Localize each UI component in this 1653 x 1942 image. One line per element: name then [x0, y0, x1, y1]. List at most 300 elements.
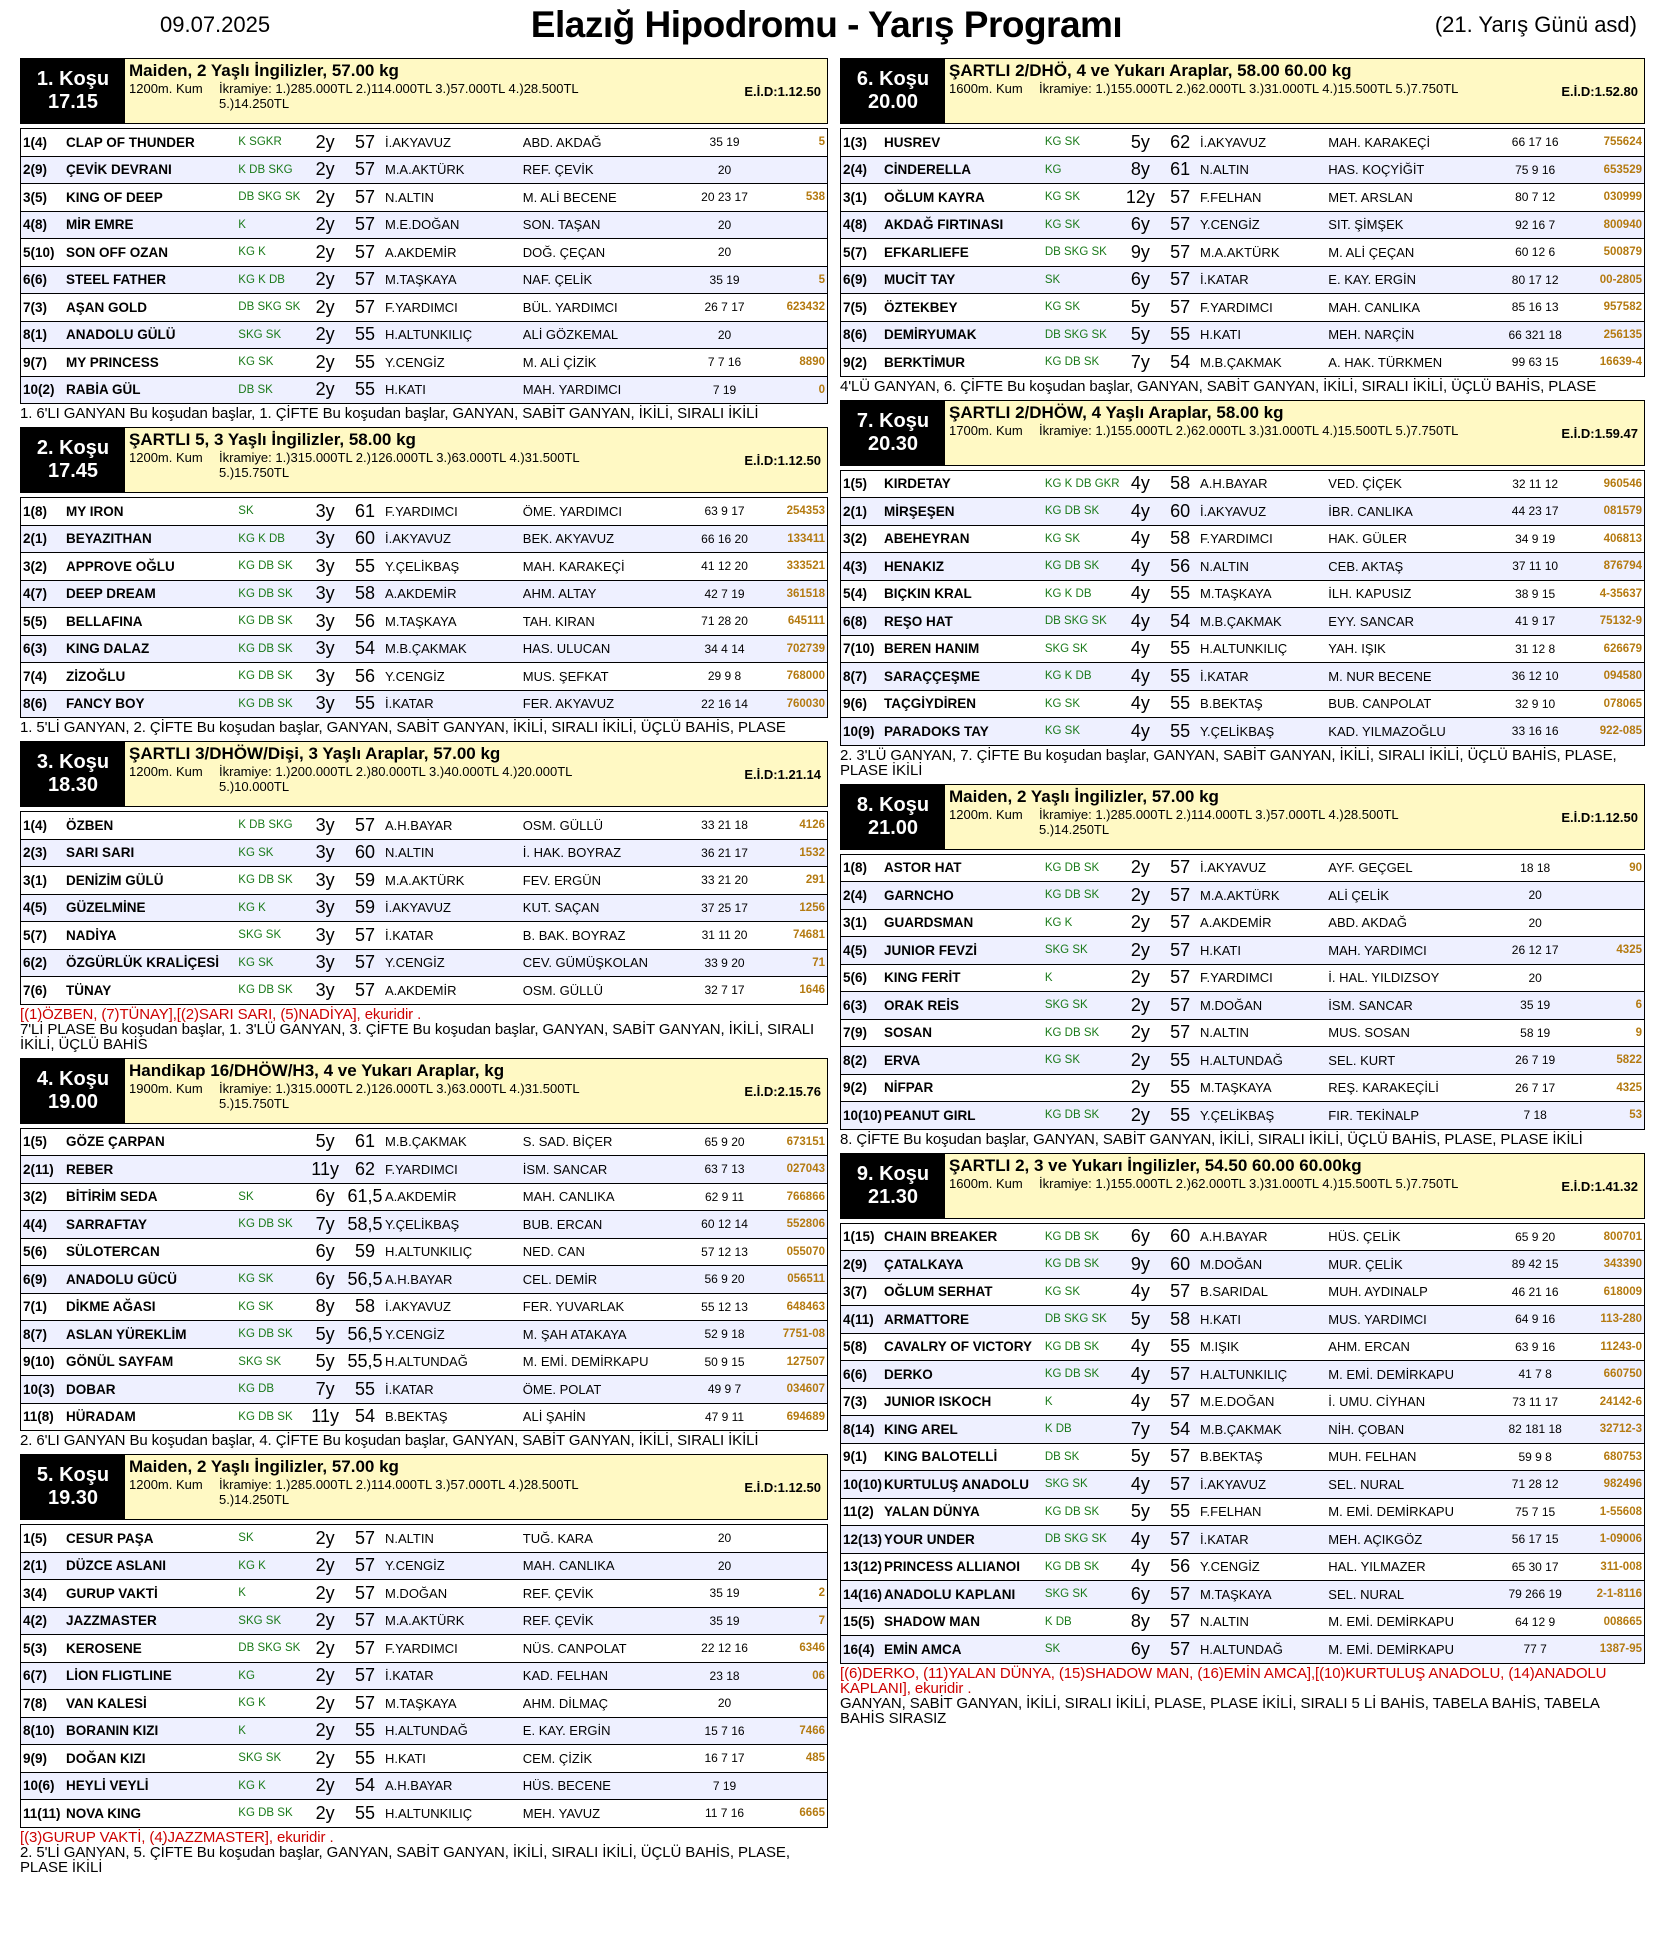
table-row[interactable] — [841, 1553, 1645, 1581]
table-row[interactable] — [841, 1333, 1645, 1361]
horse-equipment: KG DB SK — [1044, 560, 1100, 573]
horse-name: HUSREV — [884, 134, 941, 150]
horse-weight: 57 — [355, 1555, 376, 1576]
horse-age: 4y — [1130, 1473, 1150, 1494]
jockey: İ.AKYAVUZ — [384, 1299, 451, 1315]
table-row[interactable] — [21, 839, 828, 867]
table-row[interactable] — [21, 1800, 828, 1828]
horse-equipment: KG DB SK — [238, 1218, 293, 1231]
horse-equipment: KG SK — [1044, 301, 1080, 314]
horse-weight: 57 — [355, 159, 376, 180]
handicap-code: 74681 — [793, 929, 825, 942]
table-row[interactable] — [21, 922, 828, 950]
table-row[interactable] — [21, 1376, 828, 1404]
trainer: REF. ÇEVİK — [522, 1613, 594, 1629]
horse-age: 2y — [1130, 939, 1150, 960]
race-time: 18.30 — [47, 774, 99, 796]
race-notes — [20, 1828, 828, 1879]
table-row[interactable] — [21, 1321, 828, 1349]
horse-age: 2y — [1130, 857, 1150, 878]
horse-name: SHADOW MAN — [884, 1614, 981, 1630]
form: 26 7 19 — [1515, 1053, 1556, 1068]
jockey: M.TAŞKAYA — [384, 613, 457, 629]
horse-no: 10(10) — [843, 1107, 883, 1123]
table-row[interactable] — [841, 321, 1645, 349]
race-distance: 1600m. Kum — [949, 81, 1023, 96]
horse-name: ASLAN YÜREKLİM — [66, 1326, 187, 1342]
table-row[interactable] — [841, 909, 1645, 937]
table-row[interactable] — [21, 867, 828, 895]
race-number: 1. Koşu — [36, 68, 110, 90]
race-notes — [20, 1431, 828, 1452]
table-row[interactable] — [841, 1074, 1645, 1102]
horse-equipment: KG — [238, 1669, 255, 1682]
form: 42 7 19 — [704, 586, 745, 601]
race-number: 2. Koşu — [36, 437, 110, 459]
table-row[interactable] — [21, 1662, 828, 1690]
race-header — [840, 1153, 1645, 1219]
horse-age: 3y — [315, 610, 335, 631]
form: 46 21 16 — [1511, 1284, 1559, 1299]
table-row[interactable] — [21, 321, 828, 349]
table-row[interactable] — [841, 1608, 1645, 1636]
horse-equipment: KG K DB — [238, 273, 285, 286]
table-row[interactable] — [21, 1745, 828, 1773]
table-row[interactable] — [21, 1635, 828, 1663]
table-row[interactable] — [21, 1156, 828, 1184]
horse-no: 1(15) — [843, 1229, 875, 1245]
table-row[interactable] — [841, 1471, 1645, 1499]
horse-no: 3(1) — [843, 915, 868, 931]
handicap-code: 133411 — [787, 532, 825, 545]
form: 22 16 14 — [701, 696, 748, 711]
form: 20 — [717, 245, 732, 260]
table-row[interactable] — [841, 1251, 1645, 1279]
table-row[interactable] — [21, 129, 828, 157]
horse-no: 2(1) — [23, 531, 48, 547]
horse-name: AKDAĞ FIRTINASI — [884, 217, 1004, 233]
table-row[interactable] — [21, 1183, 828, 1211]
horse-equipment: SK — [1044, 1643, 1061, 1656]
horse-equipment: KG DB SK — [1044, 861, 1100, 874]
table-row[interactable] — [841, 635, 1645, 663]
horse-no: 8(7) — [843, 668, 868, 684]
horse-weight: 55,5 — [347, 1351, 383, 1372]
table-row[interactable] — [21, 184, 828, 212]
table-row[interactable] — [21, 608, 828, 636]
form: 35 19 — [709, 1586, 740, 1601]
jockey: M.B.ÇAKMAK — [1200, 354, 1282, 370]
horse-name: LİON FLIGTLINE — [66, 1668, 172, 1684]
horse-no: 8(7) — [23, 1326, 48, 1342]
jockey: B.BEKTAŞ — [1200, 1449, 1263, 1465]
horse-age: 3y — [315, 665, 335, 686]
race-title: ŞARTLI 2/DHÖW, 4 Yaşlı Araplar, 58.00 kg — [949, 402, 1284, 422]
horse-equipment: KG SK — [1044, 1054, 1080, 1067]
horse-age: 2y — [315, 324, 335, 345]
race-info — [945, 785, 1644, 849]
horse-no: 5(7) — [843, 244, 868, 260]
table-row[interactable] — [21, 498, 828, 526]
handicap-code: 680753 — [1603, 1450, 1642, 1463]
table-row[interactable] — [841, 156, 1645, 184]
table-row[interactable] — [841, 580, 1645, 608]
race-header — [840, 784, 1645, 850]
horse-age: 2y — [1130, 1104, 1150, 1125]
table-row[interactable] — [21, 1128, 828, 1156]
table-row[interactable] — [841, 1102, 1645, 1130]
form: 20 — [1528, 888, 1542, 903]
horse-weight: 57 — [1170, 1446, 1191, 1467]
form: 57 12 13 — [701, 1244, 748, 1259]
horse-name: JUNIOR FEVZİ — [884, 942, 978, 958]
horse-weight: 57 — [355, 1610, 376, 1631]
table-row[interactable] — [841, 992, 1645, 1020]
horse-equipment: KG K — [238, 901, 266, 914]
trainer: İBR. CANLIKA — [1328, 503, 1413, 519]
form: 41 9 17 — [1515, 614, 1556, 629]
horse-no: 2(3) — [23, 845, 48, 861]
table-row[interactable] — [21, 635, 828, 663]
table-row[interactable] — [21, 1525, 828, 1553]
horse-age: 12y — [1125, 186, 1155, 207]
jockey: H.ALTUNDAĞ — [384, 1723, 468, 1739]
trainer: KAD. FELHAN — [522, 1668, 609, 1684]
form: 15 7 16 — [704, 1723, 745, 1738]
table-row[interactable] — [841, 294, 1645, 322]
horse-equipment: KG DB SK — [238, 1807, 293, 1820]
table-row[interactable] — [21, 1607, 828, 1635]
table-row[interactable] — [841, 266, 1645, 294]
horse-no: 6(7) — [23, 1668, 48, 1684]
horse-age: 2y — [315, 1802, 335, 1823]
table-row[interactable] — [841, 184, 1645, 212]
horse-name: VAN KALESİ — [66, 1695, 147, 1711]
table-row[interactable] — [841, 1306, 1645, 1334]
race-record: E.İ.D:1.41.32 — [1561, 1178, 1638, 1194]
handicap-code: 538 — [805, 191, 825, 204]
horse-no: 6(9) — [843, 272, 868, 288]
jockey: M.TAŞKAYA — [1200, 1586, 1272, 1602]
bet-note: 2. 3'LÜ GANYAN, 7. ÇİFTE Bu koşudan başlar, GANYAN, SABİT GANYAN, İKİLİ, SIRALI İKİLİ, ÜÇLÜ BAHİS, PLASE, PLASE İKİLİ — [840, 746, 1617, 779]
form: 20 — [717, 1531, 732, 1546]
race-details — [129, 764, 823, 794]
form: 41 7 8 — [1518, 1367, 1552, 1382]
horse-table — [20, 811, 828, 1005]
table-row[interactable] — [21, 977, 828, 1005]
table-row[interactable] — [21, 1211, 828, 1239]
horse-equipment: DB SKG SK — [1044, 615, 1107, 628]
table-row[interactable] — [841, 1047, 1645, 1075]
horse-equipment: SKG SK — [1044, 999, 1088, 1012]
horse-age: 3y — [315, 500, 335, 521]
trainer: SEL. NURAL — [1328, 1586, 1405, 1602]
race-time: 21.30 — [867, 1185, 919, 1208]
race-record: E.İ.D:1.12.50 — [744, 1480, 821, 1495]
horse-age: 2y — [315, 1527, 335, 1548]
trainer: KAD. YILMAZOĞLU — [1328, 723, 1446, 739]
horse-equipment: KG K — [238, 246, 266, 259]
handicap-code: 056511 — [787, 1273, 825, 1286]
bet-note: GANYAN, SABİT GANYAN, İKİLİ, SIRALI İKİLİ, PLASE, PLASE İKİLİ, SIRALI 5 Lİ BAHİS, TABELA BAHİS, TABELA BAHİS SIRASIZ — [840, 1694, 1600, 1727]
form: 38 9 15 — [1515, 586, 1556, 601]
table-row[interactable] — [841, 882, 1645, 910]
table-row[interactable] — [841, 525, 1645, 553]
horse-equipment: KG SK — [1044, 191, 1080, 204]
table-row[interactable] — [841, 964, 1645, 992]
trainer: M. ALİ ÇEÇAN — [1328, 244, 1415, 260]
horse-weight: 55 — [1170, 583, 1191, 604]
horse-weight: 57 — [1170, 241, 1191, 262]
jockey: N.ALTIN — [384, 845, 434, 861]
jockey: M.TAŞKAYA — [1200, 586, 1272, 602]
table-row[interactable] — [21, 1266, 828, 1294]
form: 33 9 20 — [704, 955, 745, 970]
form: 99 63 15 — [1511, 355, 1559, 370]
race-title: ŞARTLI 3/DHÖW/Dişi, 3 Yaşlı Araplar, 57.00 kg — [129, 744, 501, 763]
trainer: BEK. AKYAVUZ — [522, 531, 615, 547]
horse-name: BERKTİMUR — [884, 354, 966, 370]
jockey: M.DOĞAN — [1200, 997, 1263, 1013]
jockey: N.ALTIN — [384, 189, 434, 205]
horse-age: 4y — [1130, 720, 1150, 741]
table-row[interactable] — [21, 553, 828, 581]
table-row[interactable] — [21, 1293, 828, 1321]
horse-age: 5y — [1130, 1446, 1150, 1467]
table-row[interactable] — [21, 211, 828, 239]
horse-equipment: K — [238, 1724, 246, 1737]
handicap-code: 32712-3 — [1599, 1423, 1642, 1436]
trainer: MEH. AÇIKGÖZ — [1328, 1531, 1423, 1547]
horse-equipment: KG SK — [1044, 136, 1080, 149]
horse-equipment: KG DB SK — [1044, 1258, 1100, 1271]
horse-name: HÜRADAM — [66, 1409, 136, 1425]
race-number: 6. Koşu — [856, 68, 930, 90]
table-row[interactable] — [841, 239, 1645, 267]
horse-equipment: KG SK — [1044, 1285, 1080, 1298]
horse-equipment: KG DB SK — [238, 874, 293, 887]
table-row[interactable] — [21, 1717, 828, 1745]
horse-weight: 57 — [1170, 1022, 1191, 1043]
table-row[interactable] — [21, 1690, 828, 1718]
race-time: 21.00 — [867, 816, 919, 839]
table-row[interactable] — [841, 129, 1645, 157]
race-notes — [20, 718, 828, 739]
handicap-code — [1578, 964, 1645, 992]
horse-no: 1(8) — [23, 503, 48, 519]
horse-age: 2y — [315, 1665, 335, 1686]
trainer: YAH. IŞIK — [1328, 641, 1386, 657]
table-row[interactable] — [21, 663, 828, 691]
table-row[interactable] — [841, 1581, 1645, 1609]
horse-weight: 57 — [1170, 1473, 1191, 1494]
table-row[interactable] — [841, 1278, 1645, 1306]
race-distance: 1200m. Kum — [129, 1477, 203, 1492]
form: 85 16 13 — [1511, 300, 1559, 315]
jockey: İ.KATAR — [384, 1381, 434, 1397]
table-row[interactable] — [841, 1526, 1645, 1554]
horse-weight: 60 — [355, 528, 376, 549]
table-row[interactable] — [21, 1772, 828, 1800]
form: 20 23 17 — [701, 190, 748, 205]
table-row[interactable] — [841, 690, 1645, 718]
jockey: M.DOĞAN — [384, 1585, 448, 1601]
table-row[interactable] — [841, 211, 1645, 239]
horse-name: OĞLUM KAYRA — [884, 189, 985, 205]
form: 60 12 14 — [701, 1217, 748, 1232]
horse-equipment: KG K — [1044, 916, 1073, 929]
table-row[interactable] — [841, 1416, 1645, 1444]
race-info — [125, 428, 827, 492]
table-row[interactable] — [21, 266, 828, 294]
table-row[interactable] — [21, 1552, 828, 1580]
jockey: M.A.AKTÜRK — [384, 1613, 465, 1629]
horse-no: 7(3) — [23, 299, 48, 315]
table-row[interactable] — [841, 349, 1645, 377]
form: 33 21 20 — [701, 873, 748, 888]
table-row[interactable] — [841, 498, 1645, 526]
race-number-box — [841, 785, 945, 849]
table-row[interactable] — [21, 580, 828, 608]
jockey: Y.CENGİZ — [384, 955, 445, 971]
table-row[interactable] — [21, 1238, 828, 1266]
horse-name: KIRDETAY — [884, 476, 951, 492]
horse-no: 3(4) — [23, 1585, 48, 1601]
trainer: İLH. KAPUSIZ — [1328, 586, 1412, 602]
table-row[interactable] — [21, 376, 828, 404]
table-row[interactable] — [841, 1443, 1645, 1471]
form: 7 19 — [712, 1778, 737, 1793]
trainer: BÜL. YARDIMCI — [522, 299, 618, 315]
form: 65 30 17 — [1511, 1559, 1559, 1574]
handicap-code: 7751-08 — [782, 1328, 825, 1341]
trainer: REŞ. KARAKEÇİLİ — [1328, 1080, 1439, 1096]
table-row[interactable] — [841, 608, 1645, 636]
handicap-code: 653529 — [1603, 163, 1642, 176]
horse-name: RABİA GÜL — [66, 382, 141, 398]
jockey: A.AKDEMİR — [384, 982, 457, 998]
horse-equipment: DB SKG SK — [1044, 328, 1107, 341]
jockey: H.ALTUNDAĞ — [1200, 1641, 1283, 1657]
table-row[interactable] — [841, 1223, 1645, 1251]
handicap-code: 660750 — [1603, 1368, 1642, 1381]
horse-age: 3y — [315, 897, 335, 918]
form: 71 28 12 — [1511, 1477, 1559, 1492]
trainer: FIR. TEKİNALP — [1328, 1107, 1420, 1123]
table-row[interactable] — [841, 1498, 1645, 1526]
trainer: CEB. AKTAŞ — [1328, 558, 1404, 574]
jockey: İ.KATAR — [1200, 668, 1249, 684]
horse-no: 3(2) — [843, 531, 868, 547]
race-info — [125, 59, 827, 123]
table-row[interactable] — [21, 1403, 828, 1431]
horse-age: 2y — [315, 296, 335, 317]
table-row[interactable] — [21, 156, 828, 184]
race-title: Handikap 16/DHÖW/H3, 4 ve Yukarı Araplar, kg — [129, 1060, 505, 1080]
horse-weight: 57 — [1170, 1638, 1191, 1659]
horse-weight: 54 — [1170, 1418, 1191, 1439]
horse-no: 8(14) — [843, 1421, 875, 1437]
table-row[interactable] — [841, 1019, 1645, 1047]
trainer: MAH. CANLIKA — [1328, 299, 1421, 315]
horse-no: 10(10) — [843, 1476, 883, 1492]
horse-equipment: KG DB SK — [1044, 1505, 1100, 1518]
horse-weight: 55 — [1170, 1501, 1191, 1522]
bet-note: 1. 5'Lİ GANYAN, 2. ÇİFTE Bu koşudan başlar, GANYAN, SABİT GANYAN, İKİLİ, SIRALI İKİLİ, ÜÇLÜ BAHİS, PLASE — [20, 719, 786, 736]
table-row[interactable] — [841, 854, 1645, 882]
table-row[interactable] — [21, 690, 828, 718]
table-row[interactable] — [21, 812, 828, 840]
race-number-box — [21, 742, 125, 806]
horse-equipment: KG K DB — [1044, 670, 1092, 683]
table-row[interactable] — [841, 937, 1645, 965]
horse-weight: 55 — [1170, 693, 1191, 714]
table-row[interactable] — [21, 949, 828, 977]
trainer: M. ŞAH ATAKAYA — [522, 1326, 627, 1342]
horse-weight: 57 — [355, 269, 376, 290]
table-row[interactable] — [21, 239, 828, 267]
handicap-code: 1256 — [799, 901, 825, 914]
handicap-code: 1532 — [799, 846, 825, 859]
race-distance: 1200m. Kum — [949, 806, 1023, 822]
horse-name: SARAÇÇEŞME — [884, 668, 981, 684]
horse-name: SÜLOTERCAN — [66, 1244, 160, 1260]
horse-age: 2y — [315, 186, 335, 207]
table-row[interactable] — [21, 894, 828, 922]
table-row[interactable] — [21, 1580, 828, 1608]
handicap-code: 800940 — [1603, 218, 1642, 231]
jockey: H.KATI — [384, 1750, 426, 1766]
horse-no: 5(8) — [843, 1339, 868, 1355]
jockey: M.IŞIK — [1200, 1339, 1240, 1355]
race-number-box — [841, 1154, 945, 1218]
trainer: NAF. ÇELİK — [522, 272, 593, 288]
race-prize: İkramiye: 1.)285.000TL 2.)114.000TL 3.)57.000TL 4.)28.500TL 5.)14.250TL — [1039, 806, 1399, 837]
trainer: FER. YUVARLAK — [522, 1299, 625, 1315]
horse-name: EFKARLIEFE — [884, 244, 969, 260]
form: 18 18 — [1520, 860, 1551, 875]
table-row[interactable] — [21, 294, 828, 322]
table-row[interactable] — [21, 349, 828, 377]
table-row[interactable] — [841, 1388, 1645, 1416]
form: 7 19 — [712, 382, 737, 397]
table-row[interactable] — [841, 470, 1645, 498]
trainer: TUĞ. KARA — [522, 1530, 593, 1546]
trainer: MAH. YARDIMCI — [1328, 942, 1427, 958]
table-row[interactable] — [841, 663, 1645, 691]
table-row[interactable] — [21, 1348, 828, 1376]
table-row[interactable] — [841, 718, 1645, 746]
horse-age: 2y — [1130, 1077, 1150, 1098]
horse-age: 5y — [1130, 324, 1150, 345]
horse-equipment: K SGKR — [238, 136, 282, 149]
race-header — [20, 741, 828, 807]
horse-no: 1(5) — [23, 1134, 48, 1150]
horse-age: 2y — [315, 1775, 335, 1796]
table-row[interactable] — [841, 1361, 1645, 1389]
handicap-code — [1578, 909, 1645, 937]
horse-weight: 55 — [355, 379, 376, 400]
table-row[interactable] — [841, 1636, 1645, 1664]
horse-age: 3y — [315, 638, 335, 659]
table-row[interactable] — [841, 553, 1645, 581]
trainer: HÜS. ÇELİK — [1328, 1229, 1401, 1245]
jockey: M.B.ÇAKMAK — [1200, 1421, 1282, 1437]
horse-no: 4(7) — [23, 586, 48, 602]
handicap-code: 982496 — [1603, 1478, 1642, 1491]
table-row[interactable] — [21, 525, 828, 553]
horse-weight: 57 — [1170, 939, 1191, 960]
